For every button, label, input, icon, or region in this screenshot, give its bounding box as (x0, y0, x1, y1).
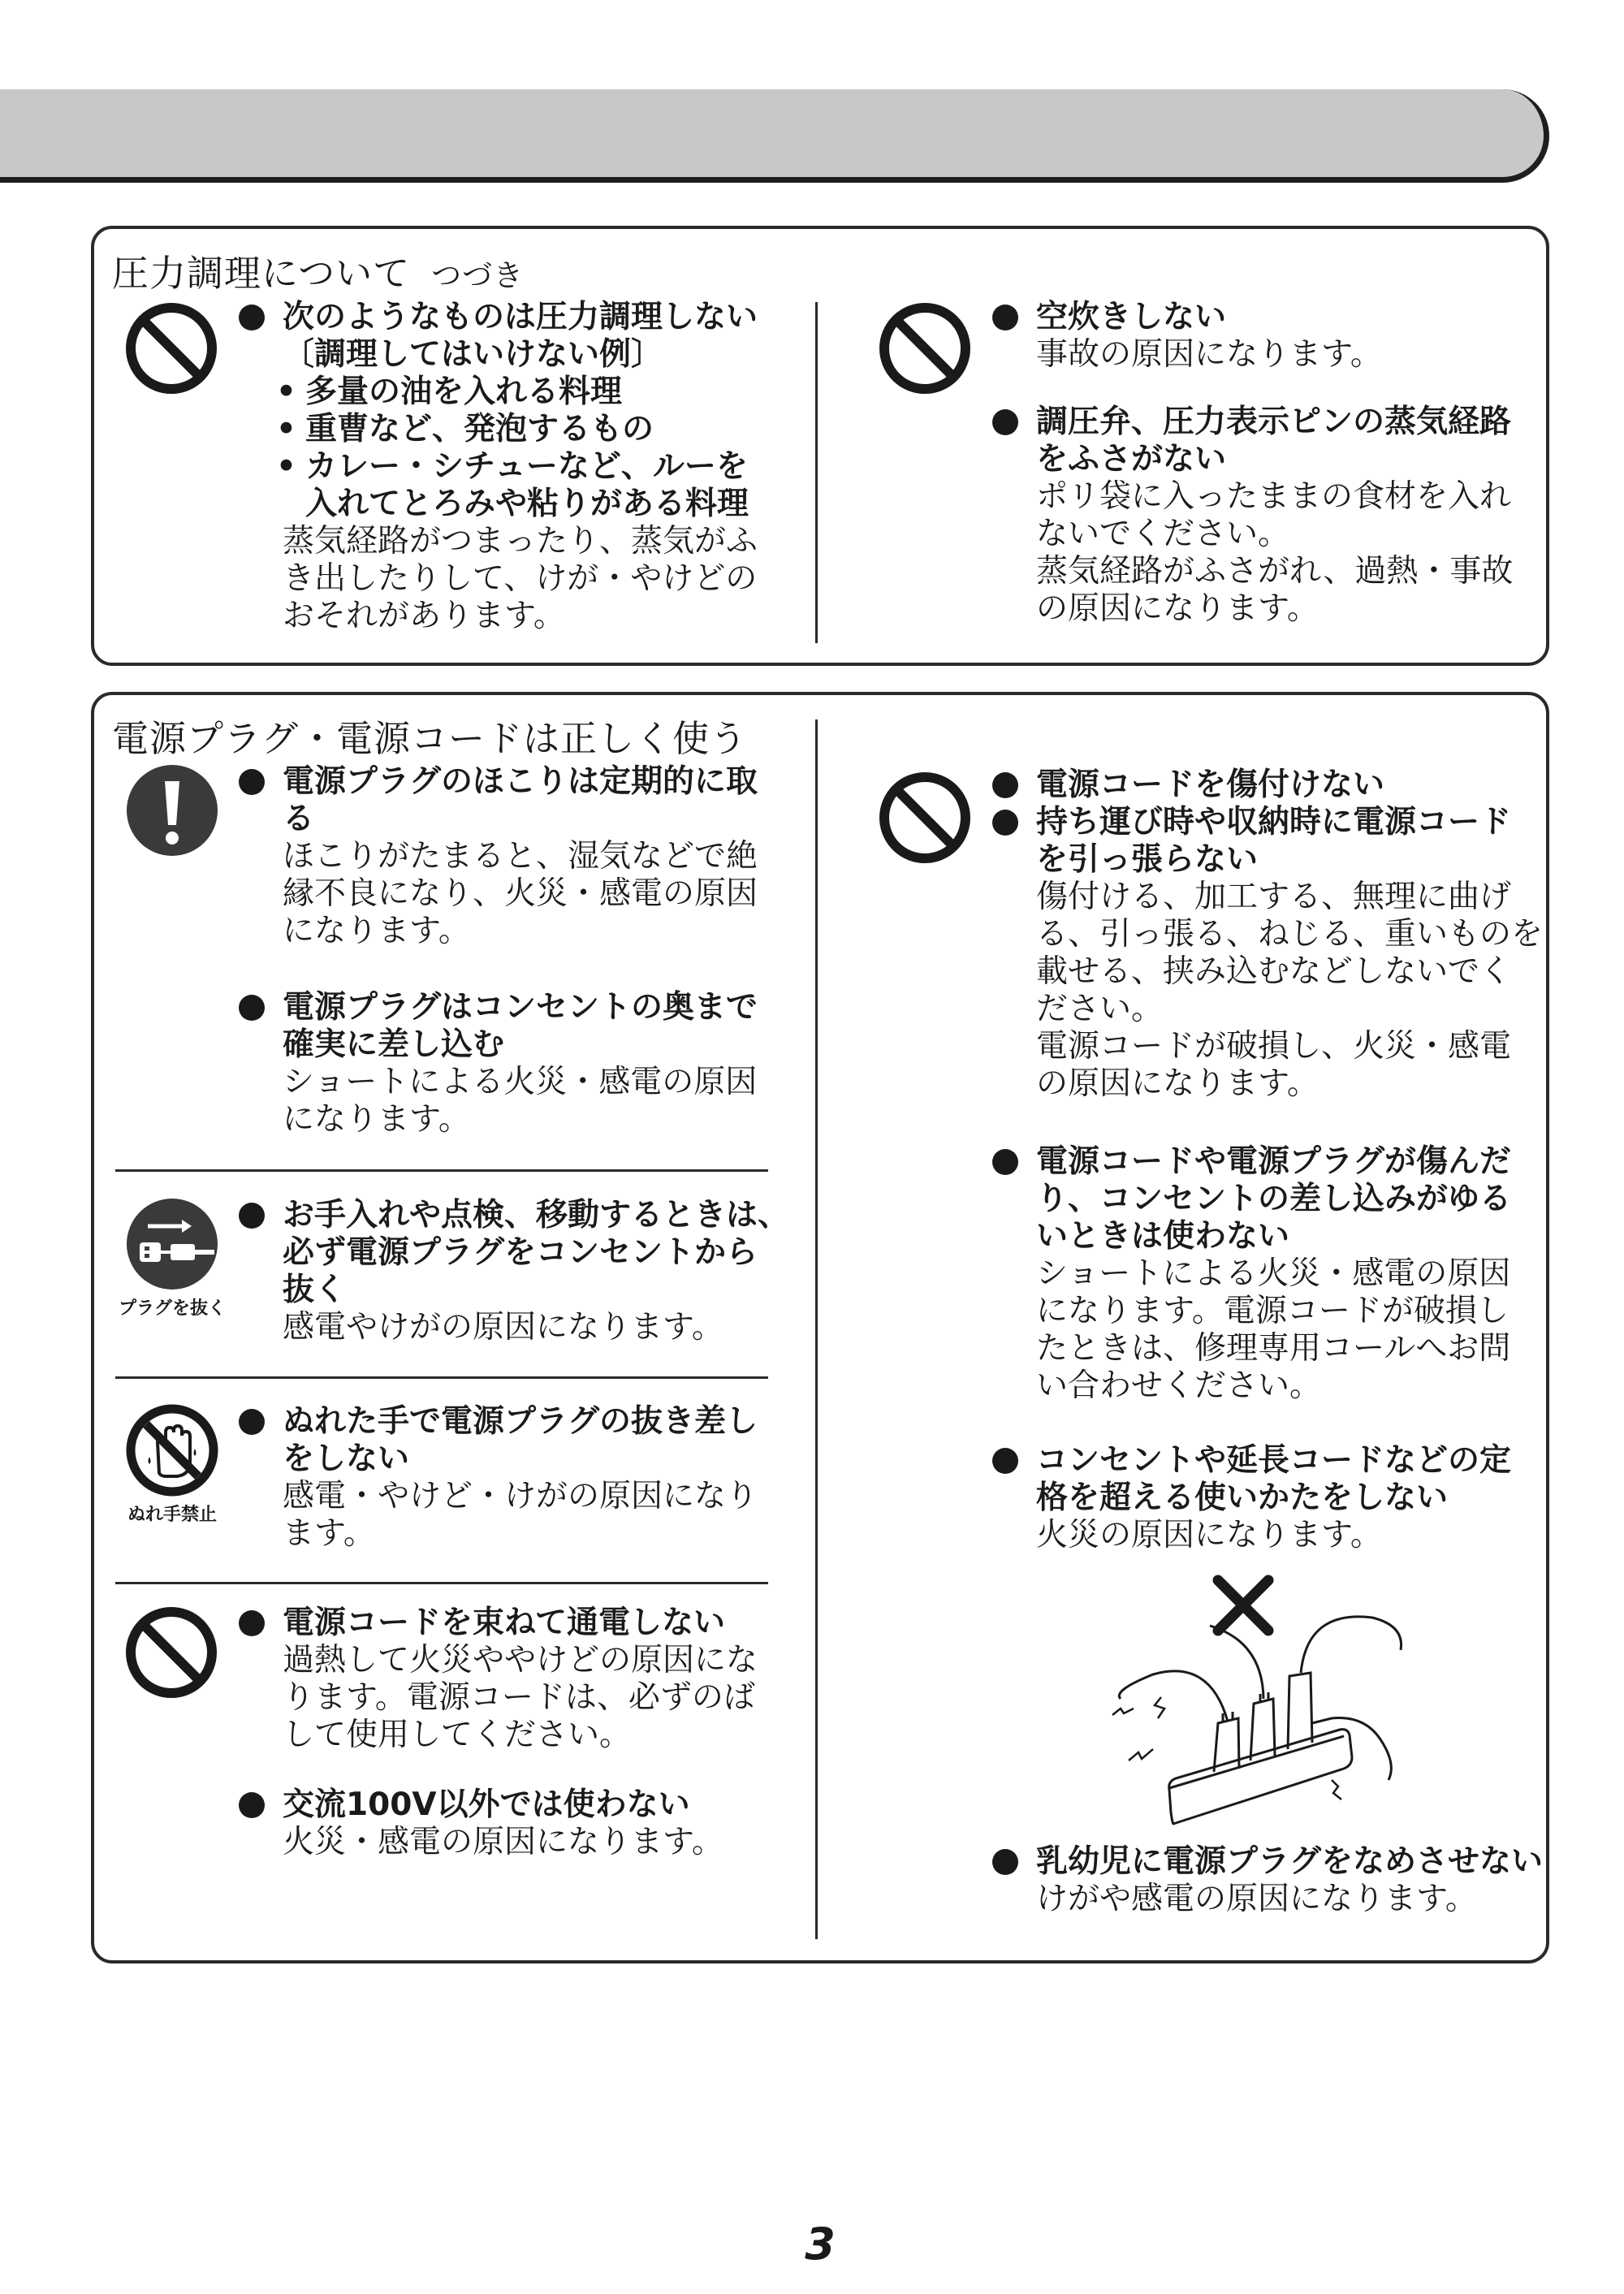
warning-body: 火災の原因になります。 (1036, 1517, 1382, 1553)
warning-entry (239, 299, 799, 635)
warning-heading: 電源プラグはコンセントの奥まで (239, 989, 799, 1026)
warning-heading: コンセントや延長コードなどの定 (992, 1442, 1553, 1480)
warning-heading: をしない (283, 1441, 410, 1477)
warning-body: る、引っ張る、ねじる、重いものを (1036, 916, 1544, 953)
section-title-text: 圧力調理について (112, 252, 411, 295)
warning-body: 傷付ける、加工する、無理に曲げ (1036, 879, 1512, 915)
warning-body: 過熱して火災ややけどの原因にな (283, 1642, 758, 1678)
warning-body: になります。 (283, 913, 470, 949)
warning-heading: 電源コードを束ねて通電しない (239, 1605, 799, 1642)
overloaded-power-strip-illustration (1088, 1569, 1413, 1837)
unplug-icon (125, 1197, 219, 1291)
prohibition-icon (122, 1603, 221, 1702)
warning-entry (239, 1786, 799, 1861)
warning-heading: 必ず電源プラグをコンセントから (283, 1234, 758, 1271)
warning-body: ほこりがたまると、湿気などで絶 (283, 838, 758, 875)
warning-heading: いときは使わない (1036, 1218, 1290, 1255)
column-divider (815, 719, 818, 1939)
list-item: • 多量の油を入れる料理 (239, 374, 799, 411)
warning-body: ださい。 (1036, 991, 1164, 1027)
warning-body: の原因になります。 (1036, 590, 1319, 627)
warning-heading: 次のようなものは圧力調理しない (239, 299, 799, 336)
warning-entry (992, 1442, 1553, 1554)
warning-heading: 抜く (283, 1272, 347, 1308)
warning-body: ショートによる火災・感電の原因 (283, 1064, 758, 1100)
block-divider (115, 1376, 768, 1379)
block-divider (115, 1169, 768, 1172)
warning-heading: 空炊きしない (992, 299, 1544, 336)
warning-heading: 格を超える使いかたをしない (1036, 1480, 1449, 1516)
warning-body: 蒸気経路がふさがれ、過熱・事故 (1036, 553, 1514, 590)
warning-entry (239, 1197, 807, 1346)
warning-heading: をふさがない (1036, 441, 1227, 477)
warning-body: して使用してください。 (283, 1717, 632, 1753)
warning-body: 感電やけがの原因になります。 (283, 1309, 723, 1346)
warning-body: ポリ袋に入ったままの食材を入れ (1036, 478, 1512, 515)
warning-body: 蒸気経路がつまったり、蒸気がふ (283, 523, 758, 559)
warning-heading: 確実に差し込む (283, 1026, 505, 1063)
warning-body: になります。 (283, 1101, 470, 1138)
warning-body: 載せる、挟み込むなどしないでく (1036, 953, 1512, 990)
list-item: • 重曹など、発泡するもの (239, 411, 799, 448)
section-title (112, 709, 747, 762)
prohibition-icon (122, 299, 221, 398)
warning-body: ショートによる火災・感電の原因 (1036, 1255, 1511, 1292)
warning-body: き出したりして、けが・やけどの (283, 560, 758, 597)
warning-heading: 電源コードを傷付けない (992, 767, 1553, 804)
warning-heading: 電源プラグのほこりは定期的に取 (239, 763, 799, 801)
list-item: • カレー・シチューなど、ルーを (239, 448, 799, 486)
section-title-sub: つづき (431, 258, 525, 293)
header-banner (0, 89, 1549, 183)
warning-heading: り、コンセントの差し込みがゆる (1036, 1181, 1512, 1217)
warning-heading: る (283, 801, 315, 837)
warning-heading: 持ち運び時や収納時に電源コード (992, 804, 1553, 841)
warning-entry (239, 1605, 799, 1754)
warning-body: 縁不良になり、火災・感電の原因 (283, 875, 758, 912)
warning-heading: 乳幼児に電源プラグをなめさせない (992, 1843, 1553, 1881)
no-wet-hands-icon (125, 1403, 219, 1497)
prohibition-icon (875, 768, 974, 867)
warning-body: の原因になります。 (1036, 1065, 1319, 1102)
warning-body: 事故の原因になります。 (1036, 336, 1382, 373)
warning-heading: を引っ張らない (1036, 841, 1259, 878)
exclamation-icon (125, 763, 219, 858)
warning-body: ります。電源コードは、必ずのば (283, 1679, 755, 1716)
warning-entry (992, 1843, 1553, 1918)
section-title-text: 電源プラグ・電源コードは正しく使う (112, 717, 748, 760)
prohibition-icon (875, 299, 974, 398)
block-divider (115, 1582, 768, 1584)
warning-heading: 電源コードや電源プラグが傷んだ (992, 1143, 1553, 1181)
warning-entry (239, 989, 799, 1138)
warning-entry (239, 1403, 799, 1553)
warning-body: おそれがあります。 (283, 598, 565, 634)
warning-body: けがや感電の原因になります。 (1036, 1881, 1477, 1917)
warning-entry (992, 1143, 1553, 1405)
page-number: 3 (805, 2218, 836, 2270)
warning-entry (239, 763, 799, 950)
warning-heading: 調圧弁、圧力表示ピンの蒸気経路 (992, 404, 1544, 441)
warning-body: い合わせください。 (1036, 1367, 1322, 1404)
warning-entry (992, 299, 1544, 374)
warning-entry (992, 404, 1544, 628)
warning-body: ます。 (283, 1515, 375, 1552)
icon-caption: ぬれ手禁止 (127, 1505, 217, 1525)
warning-body: になります。電源コードが破損し (1036, 1293, 1509, 1329)
icon-caption: プラグを抜く (118, 1298, 226, 1319)
warning-heading: ぬれた手で電源プラグの抜き差し (239, 1403, 799, 1441)
warning-body: 電源コードが破損し、火災・感電 (1036, 1028, 1512, 1065)
warning-heading: お手入れや点検、移動するときは、 (239, 1197, 807, 1234)
section-title (112, 244, 524, 296)
list-item-continuation: 入れてとろみや粘りがある料理 (305, 486, 749, 522)
warning-body: 感電・やけど・けがの原因になり (283, 1478, 758, 1514)
warning-body: 火災・感電の原因になります。 (283, 1824, 723, 1860)
warning-body: ないでください。 (1036, 516, 1290, 552)
column-divider (815, 302, 818, 643)
warning-body: たときは、修理専用コールへお問 (1036, 1330, 1511, 1367)
warning-heading: 交流100V以外では使わない (239, 1786, 799, 1824)
warning-entry (992, 767, 1553, 1103)
warning-subheading: 〔調理してはいけない例〕 (283, 336, 663, 373)
